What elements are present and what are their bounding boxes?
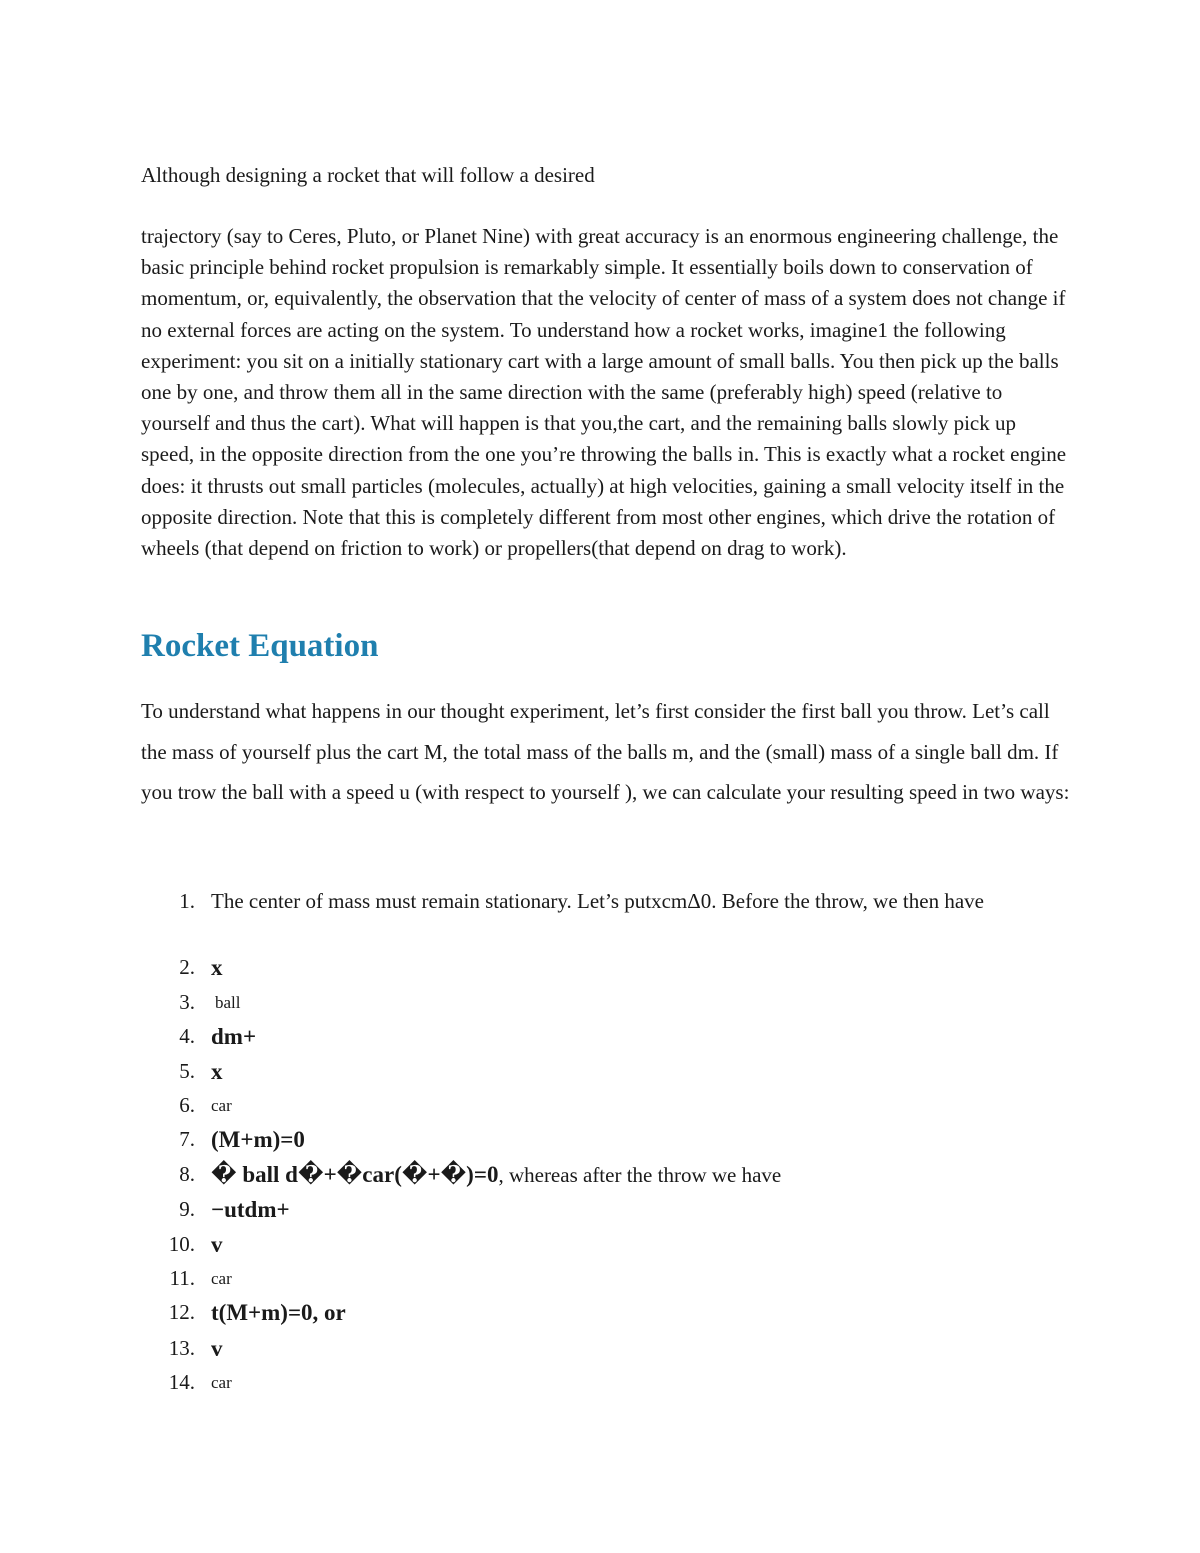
list-number: 4.: [179, 1024, 195, 1048]
list-item: [141, 1297, 1071, 1328]
list-number: 11.: [169, 1266, 195, 1290]
list-item: [141, 1367, 1071, 1398]
list-text: (M+m)=0: [211, 1127, 305, 1152]
list-text: v: [211, 1336, 223, 1361]
list-number: 9.: [179, 1197, 195, 1221]
list-text-bold: � ball d�+�car(�+�)=0: [211, 1162, 499, 1187]
list-number: 2.: [179, 955, 195, 979]
list-item: [141, 1159, 1071, 1191]
list-number: 8.: [179, 1162, 195, 1186]
list-item: [141, 987, 1071, 1018]
list-text: x: [211, 1059, 223, 1084]
list-number: 13.: [168, 1336, 195, 1360]
list-item: [141, 1263, 1071, 1294]
list-text: ball: [215, 993, 241, 1012]
list-item: [141, 1124, 1071, 1155]
list-text: [211, 1159, 1071, 1191]
list-item: [141, 952, 1071, 983]
list-item: [141, 1021, 1071, 1052]
list-text: −utdm+: [211, 1197, 290, 1222]
list-number: 6.: [179, 1093, 195, 1117]
list-item: [141, 1194, 1071, 1225]
list-text-suffix: , whereas after the throw we have: [498, 1163, 782, 1187]
list-item: [141, 1090, 1071, 1121]
list-number: 14.: [168, 1370, 195, 1394]
list-text: car: [211, 1373, 232, 1392]
list-text: dm+: [211, 1024, 257, 1049]
list-number: 5.: [179, 1059, 195, 1083]
section-paragraph: To understand what happens in our thought experiment, let’s first consider the first ball you throw. Let’s call the mass of yourself plus the cart M, the total mass of the balls m, and the (small) mass of a single ball dm. If you trow the ball with a speed u (with respect to yourself ), we can calculate your resulting speed in two ways:: [141, 699, 1070, 804]
intro-line: Although designing a rocket that will follow a desired: [141, 163, 595, 187]
list-number: 12.: [168, 1300, 195, 1324]
body-paragraph: trajectory (say to Ceres, Pluto, or Planet Nine) with great accuracy is an enormous engineering challenge, the basic principle behind rocket propulsion is remarkably simple. It essentially boils down to conservation of momentum, or, equivalently, the observation that the velocity of center of mass of a system does not change if no external forces are acting on the system. To understand how a rocket works, imagine1 the following experiment: you sit on a initially stationary cart with a large amount of small balls. You then pick up the balls one by one, and throw them all in the same direction with the same (preferably high) speed (relative to yourself and thus the cart). What will happen is that you,the cart, and the remaining balls slowly pick up speed, in the opposite direction from the one you’re throwing the balls in. This is exactly what a rocket engine does: it thrusts out small particles (molecules, actually) at high velocities, gaining a small velocity itself in the opposite direction. Note that this is completely different from most other engines, which drive the rotation of wheels (that depend on friction to work) or propellers(that depend on drag to work).: [141, 224, 1067, 561]
list-text: car: [211, 1269, 232, 1288]
list-item: [141, 1056, 1071, 1087]
list-number: 3.: [179, 990, 195, 1014]
section-heading: Rocket Equation: [141, 628, 379, 664]
list-item: [141, 1333, 1071, 1364]
list-number: 10.: [168, 1232, 195, 1256]
list-text: car: [211, 1096, 232, 1115]
list-item: [141, 1229, 1071, 1260]
list-item: [141, 886, 1071, 917]
list-text: The center of mass must remain stationary. Let’s putxcmΔ0. Before the throw, we then have: [211, 889, 984, 913]
list-text: v: [211, 1232, 223, 1257]
list-number: 1.: [179, 889, 195, 913]
list-text: x: [211, 955, 223, 980]
list-text: t(M+m)=0, or: [211, 1300, 346, 1325]
list-number: 7.: [179, 1127, 195, 1151]
